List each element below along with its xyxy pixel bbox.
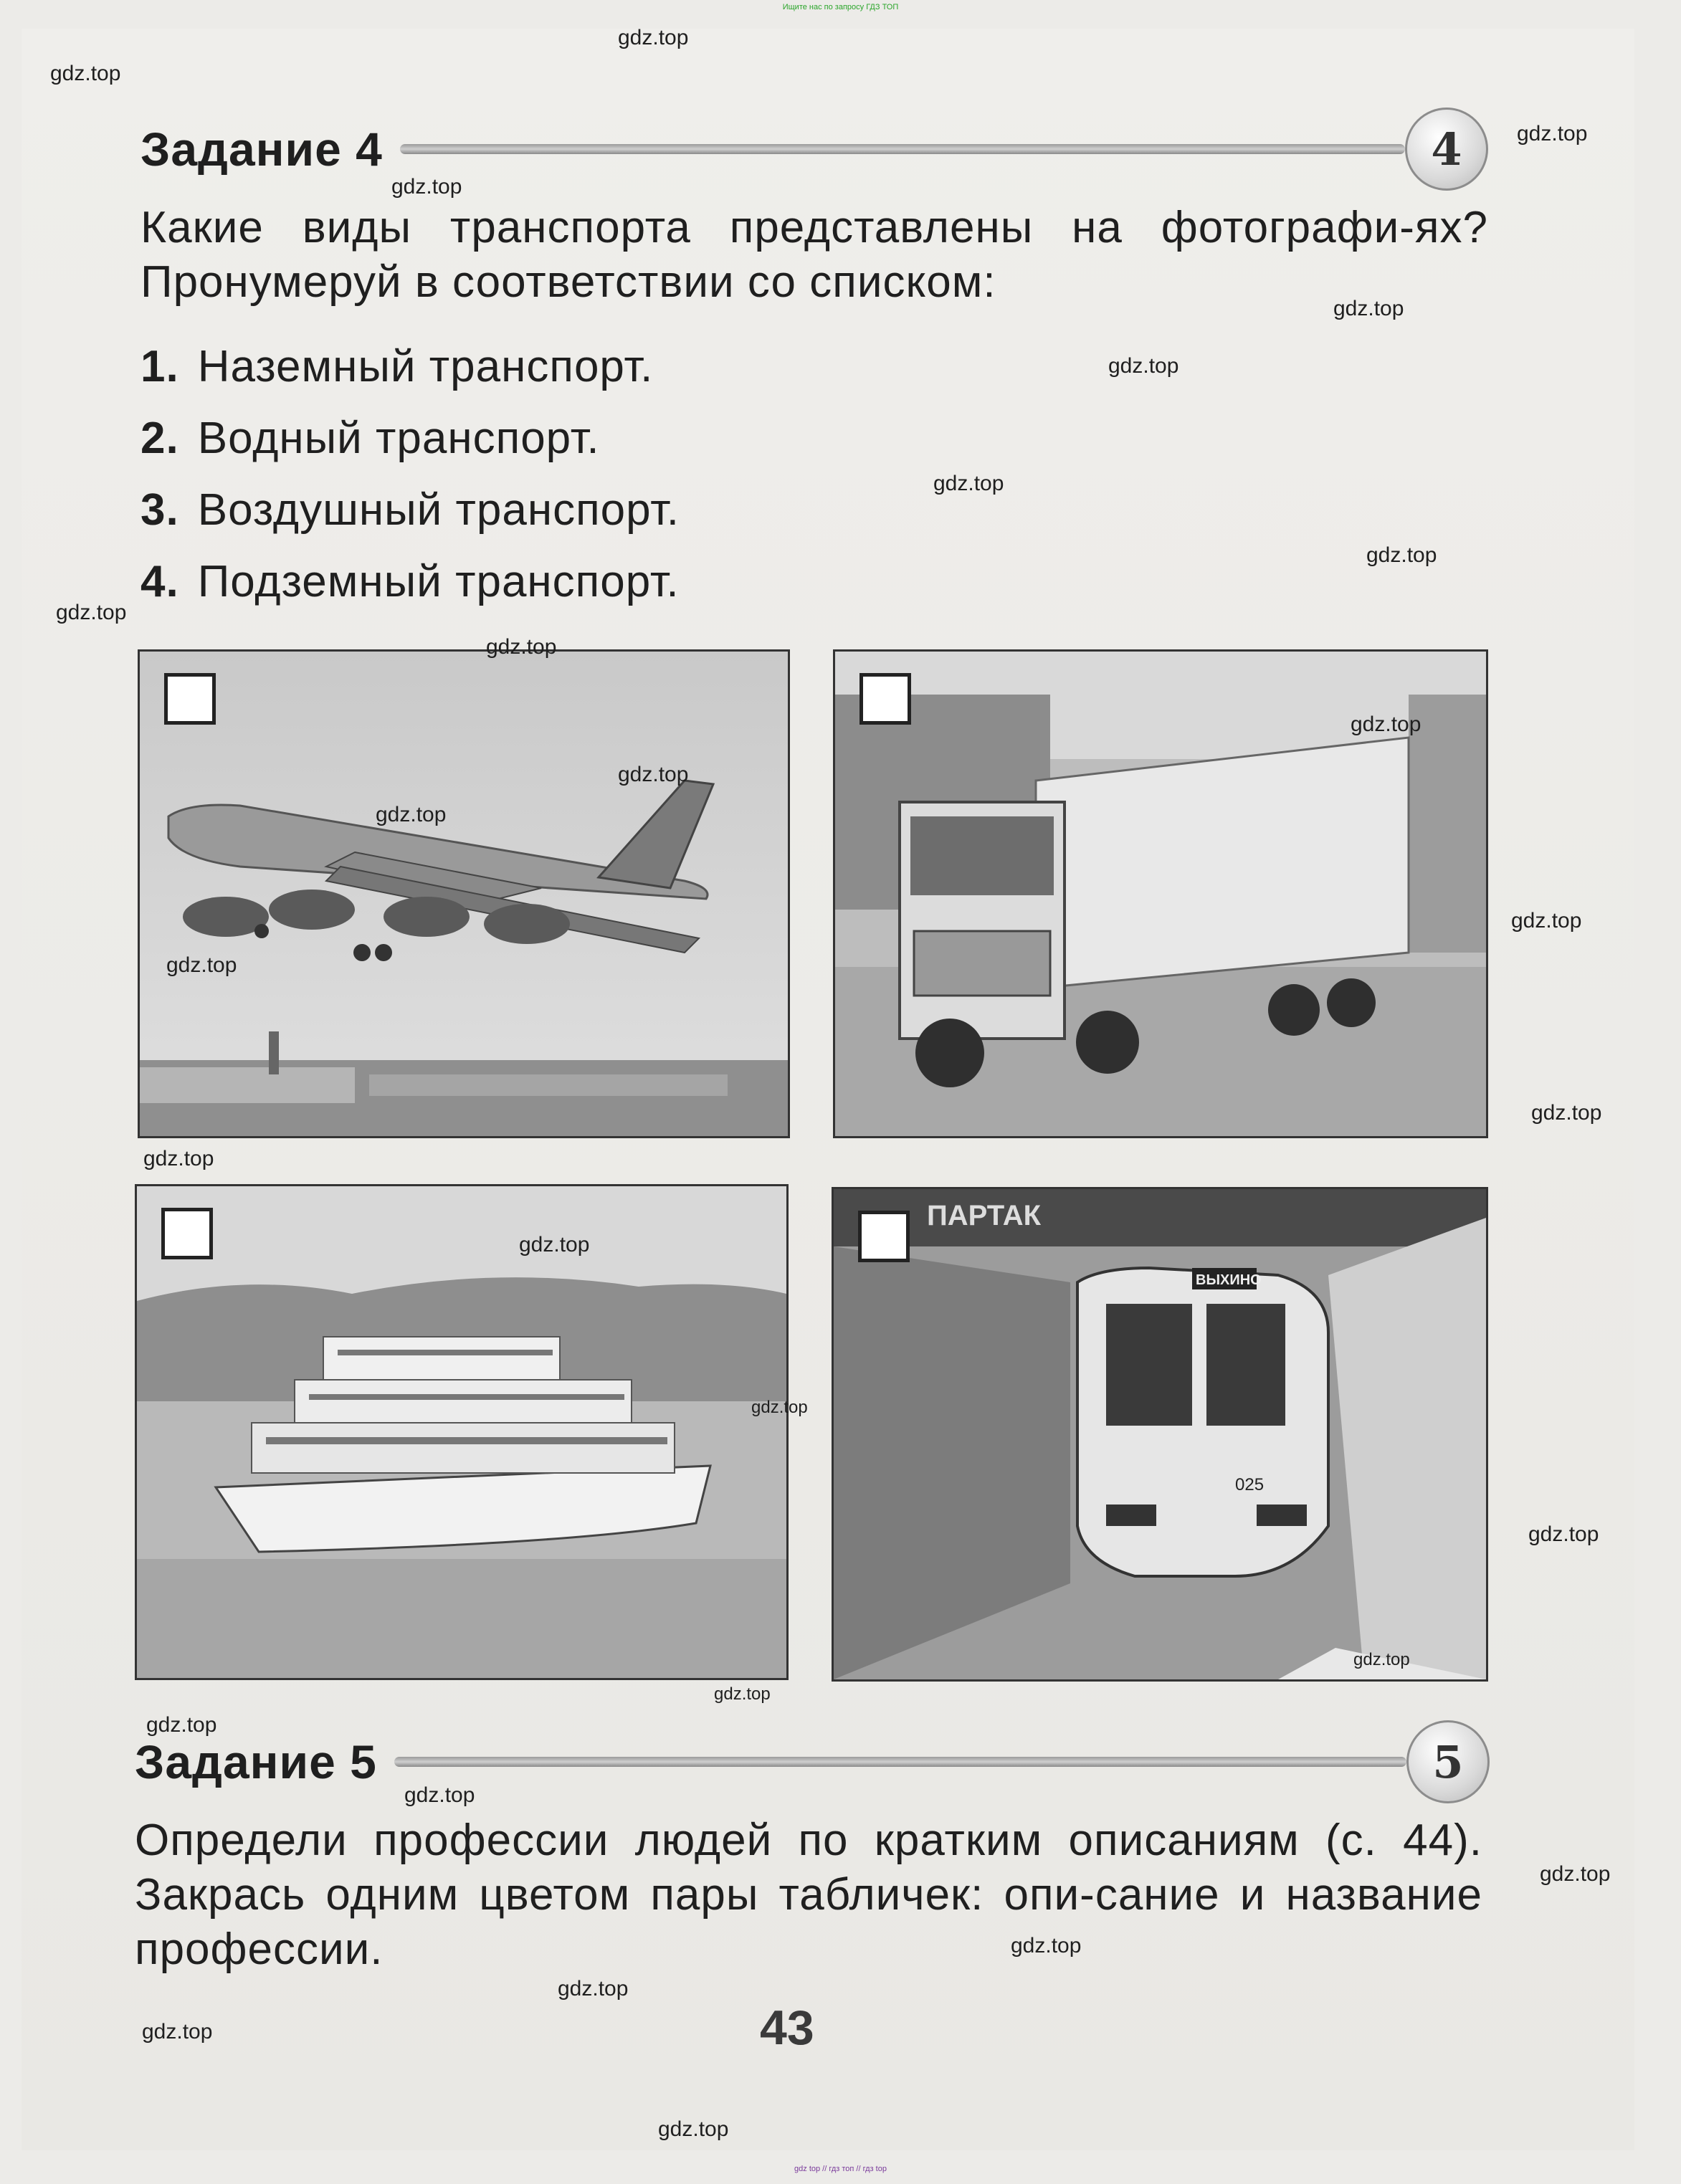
task5-text: Определи профессии людей по кратким описаниям (с. 44). Закрась одним цветом пары табличек: опи-сание и название профессии. (135, 1816, 1482, 1974)
watermark-text: gdz.top (714, 1684, 771, 1704)
watermark-text: gdz.top (50, 62, 121, 85)
airplane-illustration (140, 652, 788, 1136)
photo-ship (135, 1184, 789, 1680)
watermark-text: gdz.top (1531, 1101, 1602, 1125)
task4-title: Задание 4 (141, 123, 383, 176)
task5-rule (394, 1757, 1406, 1767)
watermark-text: gdz.top (618, 763, 689, 786)
watermark-text: gdz.top (166, 953, 237, 977)
ship-illustration (137, 1186, 786, 1678)
answer-checkbox-ship[interactable] (161, 1208, 213, 1259)
watermark-text: gdz.top (56, 601, 127, 624)
task5-title: Задание 5 (135, 1735, 377, 1788)
watermark-text: gdz.top (404, 1783, 475, 1807)
list-item: 4. Подземный транспорт. (141, 557, 680, 606)
watermark-text: gdz.top (1351, 712, 1422, 736)
watermark-text: gdz.top (1540, 1862, 1611, 1886)
watermark-text: gdz.top (1353, 1650, 1410, 1669)
metro-train-number: 025 (1235, 1475, 1265, 1494)
task5-number-badge: 5 (1406, 1720, 1490, 1803)
watermark-text: gdz.top (146, 1713, 217, 1737)
watermark-text: gdz.top (1511, 909, 1582, 933)
transport-list (141, 331, 929, 618)
photo-airplane (138, 649, 790, 1138)
task5-heading (135, 1720, 1490, 1803)
top-note: Ищите нас по запросу ГДЗ ТОП (782, 3, 899, 11)
page-number: 43 (760, 2001, 814, 2055)
answer-checkbox-metro[interactable] (858, 1211, 910, 1262)
watermark-text: gdz.top (486, 635, 557, 659)
list-item: 3. Воздушный транспорт. (141, 485, 680, 535)
task4-heading (141, 108, 1488, 191)
watermark-text: gdz.top (1011, 1934, 1082, 1958)
list-item: 1. Наземный транспорт. (141, 342, 654, 391)
answer-checkbox-truck[interactable] (859, 673, 911, 725)
task4-rule (400, 144, 1405, 154)
station-sign: ПАРТАК (927, 1200, 1042, 1231)
photo-metro (832, 1187, 1488, 1682)
watermark-text: gdz.top (519, 1233, 590, 1256)
metro-illustration (834, 1189, 1486, 1679)
watermark-text: gdz.top (658, 2117, 729, 2141)
list-item: 2. Водный транспорт. (141, 414, 600, 463)
watermark-text: gdz.top (751, 1398, 808, 1417)
bottom-note: gdz top // гдз топ // гдз top (794, 2165, 887, 2173)
task4-question: Какие виды транспорта представлены на фотографи-ях? Пронумеруй в соответствии со списком: (141, 203, 1488, 307)
watermark-text: gdz.top (1108, 354, 1179, 378)
watermark-text: gdz.top (618, 26, 689, 49)
watermark-text: gdz.top (143, 1147, 214, 1170)
watermark-text: gdz.top (1528, 1522, 1599, 1546)
watermark-text: gdz.top (1333, 297, 1404, 320)
watermark-text: gdz.top (142, 2020, 213, 2044)
watermark-text: gdz.top (1517, 122, 1588, 146)
watermark-text: gdz.top (376, 803, 447, 826)
watermark-text: gdz.top (933, 472, 1004, 495)
task4-number-badge: 4 (1405, 108, 1488, 191)
answer-checkbox-airplane[interactable] (164, 673, 216, 725)
watermark-text: gdz.top (1366, 543, 1437, 567)
watermark-text: gdz.top (391, 175, 462, 199)
metro-destination: ВЫХИНО (1196, 1272, 1262, 1288)
watermark-text: gdz.top (558, 1977, 629, 2001)
